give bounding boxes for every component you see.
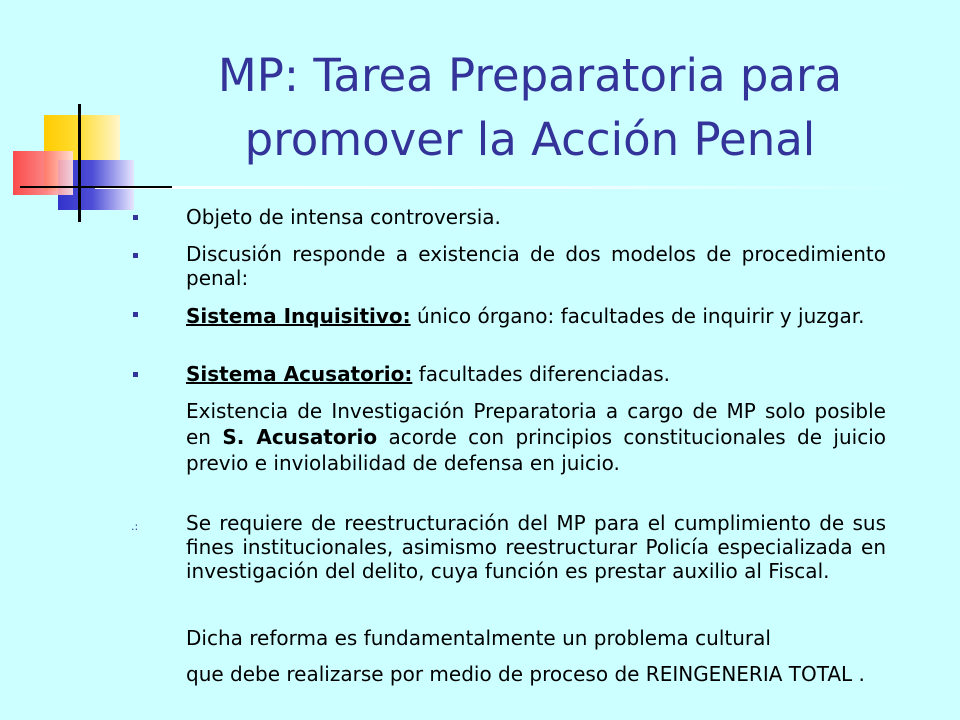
inquisitive-system-description: único órgano: facultades de inquirir y juzgar. (410, 304, 865, 328)
bullet-marker (133, 253, 138, 258)
bullet-marker (133, 372, 138, 377)
investigation-text-end: acorde con principios constitucionales de juicio previo e inviolabilidad de defensa en juicio. (186, 425, 886, 475)
paragraph-controversy: Objeto de intensa controversia. (186, 205, 501, 229)
bullet-marker (133, 312, 138, 317)
bullet-marker (133, 215, 138, 220)
title-underline-rule (95, 186, 910, 189)
paragraph-accusatory-system (186, 362, 886, 386)
decorative-horizontal-line (20, 186, 172, 188)
accusatory-system-description: facultades diferenciadas. (412, 362, 670, 386)
paragraph-cultural-reform: Dicha reforma es fundamentalmente un problema cultural (186, 626, 771, 650)
slide-title (150, 44, 910, 172)
paragraph-inquisitive-system (186, 302, 886, 331)
paragraph-preparatory-investigation (186, 398, 886, 476)
paragraph-reengineering: que debe realizarse por medio de proceso de REINGENERIA TOTAL . (186, 662, 865, 686)
accusatory-abbreviation: S. Acusatorio (222, 425, 378, 449)
bullet-marker: .: (131, 520, 139, 533)
title-line-2: promover la Acción Penal (244, 113, 816, 166)
paragraph-restructuring: Se requiere de reestructuración del MP para el cumplimiento de sus fines institucionales, asimismo reestructurar Policía especializada en investigación del delito, cuya función es prestar auxilio al Fiscal. (186, 511, 886, 583)
decorative-vertical-line (78, 104, 81, 222)
investigation-text-start: Existencia de Investigación Preparatoria a cargo de MP solo posible en (186, 399, 886, 449)
paragraph-discussion: Discusión responde a existencia de dos modelos de procedimiento penal: (186, 242, 886, 290)
term-inquisitive-system: Sistema Inquisitivo: (186, 304, 411, 328)
term-accusatory-system: Sistema Acusatorio: (186, 362, 413, 386)
title-line-1: MP: Tarea Preparatoria para (217, 49, 843, 102)
decorative-red-square (13, 151, 73, 195)
